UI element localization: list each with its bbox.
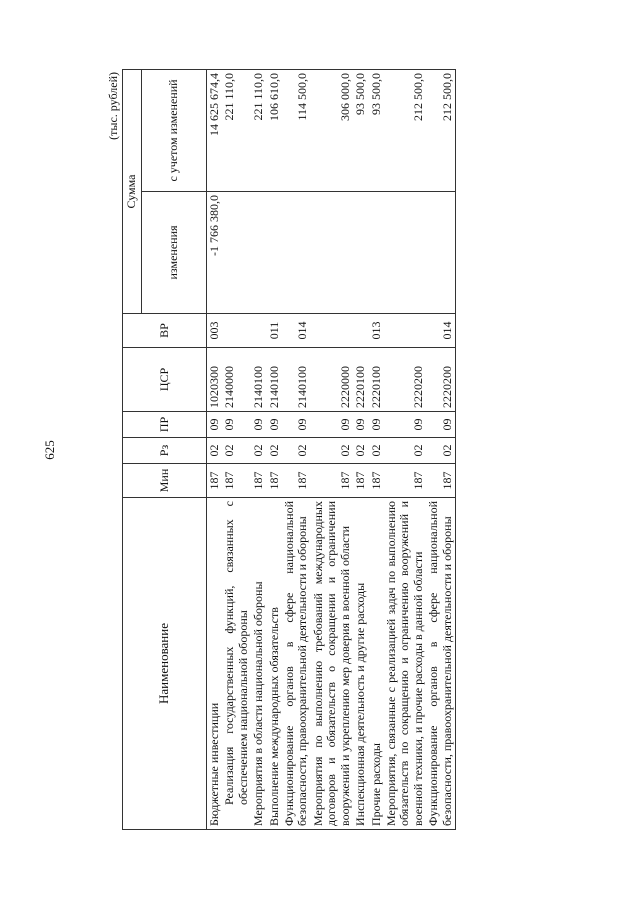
row-min: 187 — [251, 464, 266, 498]
row-min: 187 — [267, 464, 282, 498]
row-pr: 09 — [384, 412, 426, 438]
row-vr: 013 — [369, 314, 384, 348]
header-vr: ВР — [123, 314, 207, 348]
row-pr: 09 — [311, 412, 353, 438]
row-min: 187 — [426, 464, 455, 498]
row-min: 187 — [384, 464, 426, 498]
row-csr: 1020300 — [206, 348, 222, 412]
row-vr — [353, 314, 368, 348]
row-rz: 02 — [426, 438, 455, 464]
row-pr: 09 — [251, 412, 266, 438]
row-change — [311, 192, 353, 314]
row-csr: 2140000 — [222, 348, 251, 412]
row-total: 212 500,0 — [384, 69, 426, 191]
row-pr: 09 — [206, 412, 222, 438]
row-name: Реализация государственных функций, связанных с обеспечением национальной обороны — [222, 498, 251, 830]
row-name: Бюджетные инвестиции — [206, 498, 222, 830]
row-total: 212 500,0 — [426, 69, 455, 191]
table-row — [311, 69, 353, 829]
header-pr: ПР — [123, 412, 207, 438]
row-total: 306 000,0 — [311, 69, 353, 191]
row-pr: 09 — [267, 412, 282, 438]
row-csr: 2220200 — [384, 348, 426, 412]
row-name: Функционирование органов в сфере национальной безопасности, правоохранительной деятельности и обороны — [426, 498, 455, 830]
row-csr: 2140100 — [282, 348, 311, 412]
row-change: -1 766 380,0 — [206, 192, 222, 314]
header-csr: ЦСР — [123, 348, 207, 412]
table-row — [353, 69, 368, 829]
row-total: 93 500,0 — [369, 69, 384, 191]
row-rz: 02 — [206, 438, 222, 464]
row-csr: 2220100 — [369, 348, 384, 412]
row-total: 221 110,0 — [251, 69, 266, 191]
row-name: Выполнение международных обязательств — [267, 498, 282, 830]
row-total: 221 110,0 — [222, 69, 251, 191]
row-vr: 003 — [206, 314, 222, 348]
row-name: Мероприятия, связанные с реализацией задач по выполнению обязательств по сокращению и ограничению вооружений и военной техники, и прочие расходы в данной области — [384, 498, 426, 830]
table-row — [222, 69, 251, 829]
row-pr: 09 — [426, 412, 455, 438]
header-name: Наименование — [123, 498, 207, 830]
row-change — [426, 192, 455, 314]
row-rz: 02 — [282, 438, 311, 464]
row-change — [384, 192, 426, 314]
row-total: 93 500,0 — [353, 69, 368, 191]
table-row — [206, 69, 222, 829]
budget-table — [122, 69, 456, 830]
row-rz: 02 — [384, 438, 426, 464]
rotated-table-block — [100, 50, 600, 850]
row-vr — [384, 314, 426, 348]
row-name: Прочие расходы — [369, 498, 384, 830]
row-vr — [251, 314, 266, 348]
row-rz: 02 — [353, 438, 368, 464]
row-pr: 09 — [222, 412, 251, 438]
row-min: 187 — [222, 464, 251, 498]
row-name: Мероприятия по выполнению требований международных договоров и обязательств о сокращении и ограничении вооружений и укреплению мер доверия в военной области — [311, 498, 353, 830]
header-with-change: с учетом изменений — [141, 69, 206, 191]
row-rz: 02 — [222, 438, 251, 464]
row-name: Инспекционная деятельность и другие расходы — [353, 498, 368, 830]
row-min: 187 — [206, 464, 222, 498]
row-rz: 02 — [267, 438, 282, 464]
row-csr: 2220000 — [311, 348, 353, 412]
row-min: 187 — [353, 464, 368, 498]
row-vr: 011 — [267, 314, 282, 348]
row-total: 106 610,0 — [267, 69, 282, 191]
header-change: изменения — [141, 192, 206, 314]
row-change — [353, 192, 368, 314]
row-vr: 014 — [282, 314, 311, 348]
row-total: 14 625 674,4 — [206, 69, 222, 191]
row-pr: 09 — [369, 412, 384, 438]
row-name: Мероприятия в области национальной обороны — [251, 498, 266, 830]
table-row — [384, 69, 426, 829]
row-pr: 09 — [282, 412, 311, 438]
table-row — [426, 69, 455, 829]
header-row-1 — [123, 69, 142, 829]
row-min: 187 — [369, 464, 384, 498]
row-csr: 2220200 — [426, 348, 455, 412]
row-min: 187 — [311, 464, 353, 498]
row-csr: 2220100 — [353, 348, 368, 412]
row-change — [222, 192, 251, 314]
units-note: (тыс. рублей) — [106, 72, 120, 140]
header-rz: Рз — [123, 438, 207, 464]
header-min: Мин — [123, 464, 207, 498]
row-name: Функционирование органов в сфере национальной безопасности, правоохранительной деятельности и обороны — [282, 498, 311, 830]
row-rz: 02 — [311, 438, 353, 464]
row-total: 114 500,0 — [282, 69, 311, 191]
row-change — [267, 192, 282, 314]
row-vr: 014 — [426, 314, 455, 348]
row-pr: 09 — [353, 412, 368, 438]
page-number: 625 — [42, 440, 57, 460]
row-rz: 02 — [369, 438, 384, 464]
row-rz: 02 — [251, 438, 266, 464]
row-csr: 2140100 — [267, 348, 282, 412]
row-csr: 2140100 — [251, 348, 266, 412]
row-vr — [311, 314, 353, 348]
row-change — [282, 192, 311, 314]
row-vr — [222, 314, 251, 348]
table-row — [282, 69, 311, 829]
table-row — [369, 69, 384, 829]
row-change — [369, 192, 384, 314]
table-row — [267, 69, 282, 829]
header-sum: Сумма — [123, 69, 142, 313]
row-min: 187 — [282, 464, 311, 498]
row-change — [251, 192, 266, 314]
table-row — [251, 69, 266, 829]
